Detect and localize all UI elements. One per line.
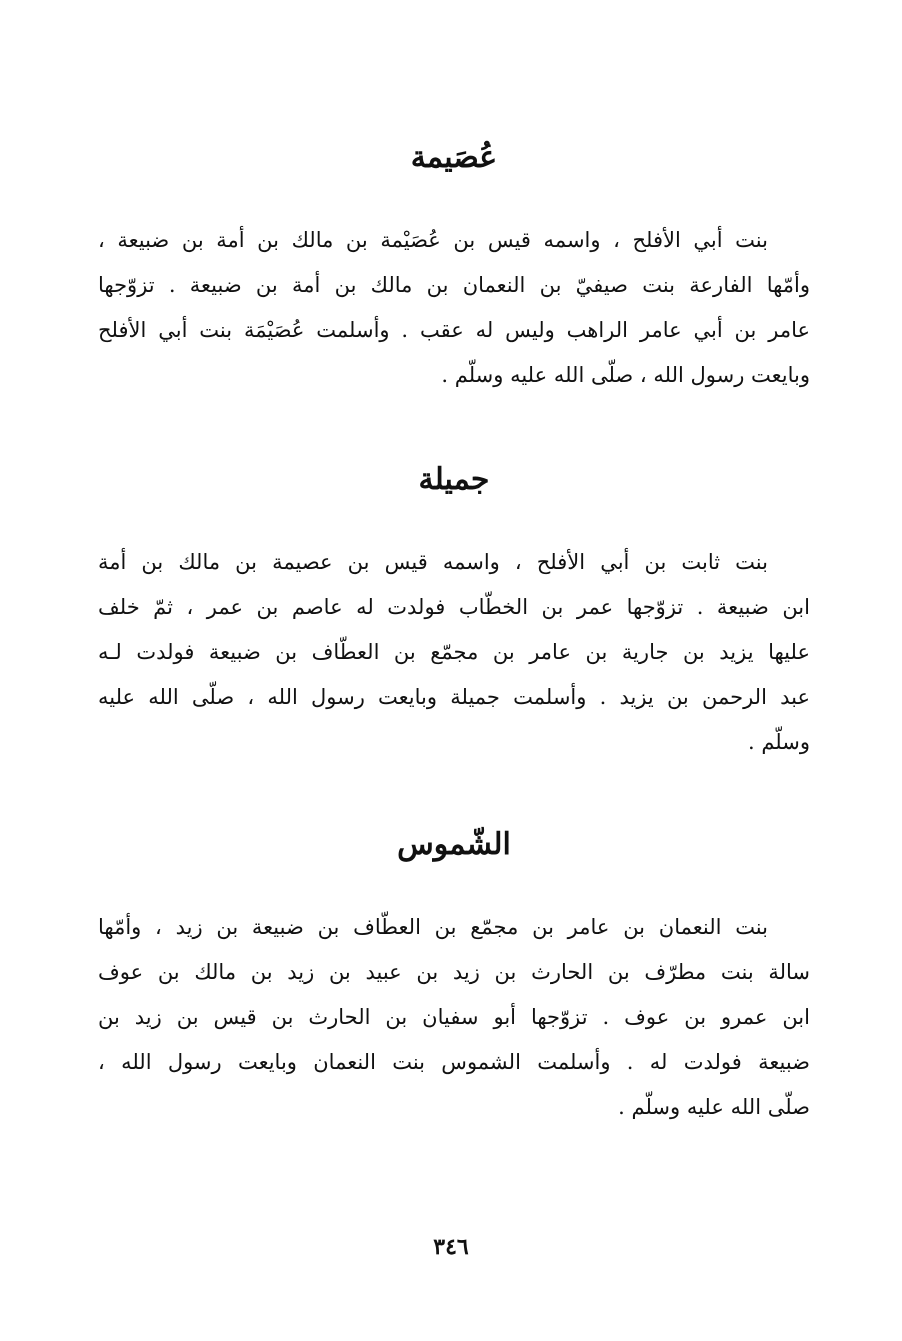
paragraph-line: وبايعت رسول الله ، صلّى الله عليه وسلّم . <box>441 363 810 387</box>
paragraph-line: صلّى الله عليه وسلّم . <box>618 1095 810 1119</box>
paragraph-line: وأمّها الفارعة بنت صيفيّ بن النعمان بن مالك بن أمة بن ضبيعة . تزوّجها <box>98 273 810 297</box>
paragraph-line: عامر بن أبي عامر الراهب وليس له عقب . وأسلمت عُصَيْمَة بنت أبي الأفلح <box>98 318 810 342</box>
paragraph-line: عبد الرحمن بن يزيد . وأسلمت جميلة وبايعت رسول الله ، صلّى الله عليه <box>98 685 810 709</box>
paragraph-line: ابن ضبيعة . تزوّجها عمر بن الخطّاب فولدت له عاصم بن عمر ، ثمّ خلف <box>98 595 810 619</box>
section-paragraph <box>98 540 810 765</box>
section-paragraph <box>98 905 810 1130</box>
section-title: الشّموس <box>397 827 511 862</box>
paragraph-line: بنت ثابت بن أبي الأفلح ، واسمه قيس بن عصيمة بن مالك بن أمة <box>98 550 768 574</box>
section-title: عُصَيمة <box>410 140 498 175</box>
section-paragraph <box>98 218 810 398</box>
paragraph-line: سالة بنت مطرّف بن الحارث بن زيد بن عبيد بن زيد بن مالك بن عوف <box>98 960 810 984</box>
paragraph-line: ابن عمرو بن عوف . تزوّجها أبو سفيان بن الحارث بن قيس بن زيد بن <box>98 1005 810 1029</box>
paragraph-line: بنت أبي الأفلح ، واسمه قيس بن عُصَيْمة بن مالك بن أمة بن ضبيعة ، <box>98 228 768 252</box>
paragraph-line: وسلّم . <box>747 730 810 754</box>
section-shamus <box>98 825 810 1130</box>
page-number: ٣٤٦ <box>433 1234 469 1260</box>
paragraph-line: عليها يزيد بن جارية بن عامر بن مجمّع بن العطّاف بن ضبيعة فولدت لـه <box>98 640 810 664</box>
section-usaymah <box>98 138 810 398</box>
section-jamilah <box>98 460 810 765</box>
paragraph-line: ضبيعة فولدت له . وأسلمت الشموس بنت النعمان وبايعت رسول الله ، <box>98 1050 810 1074</box>
paragraph-line: بنت النعمان بن عامر بن مجمّع بن العطّاف بن ضبيعة بن زيد ، وأمّها <box>98 915 768 939</box>
section-title: جميلة <box>418 462 490 497</box>
